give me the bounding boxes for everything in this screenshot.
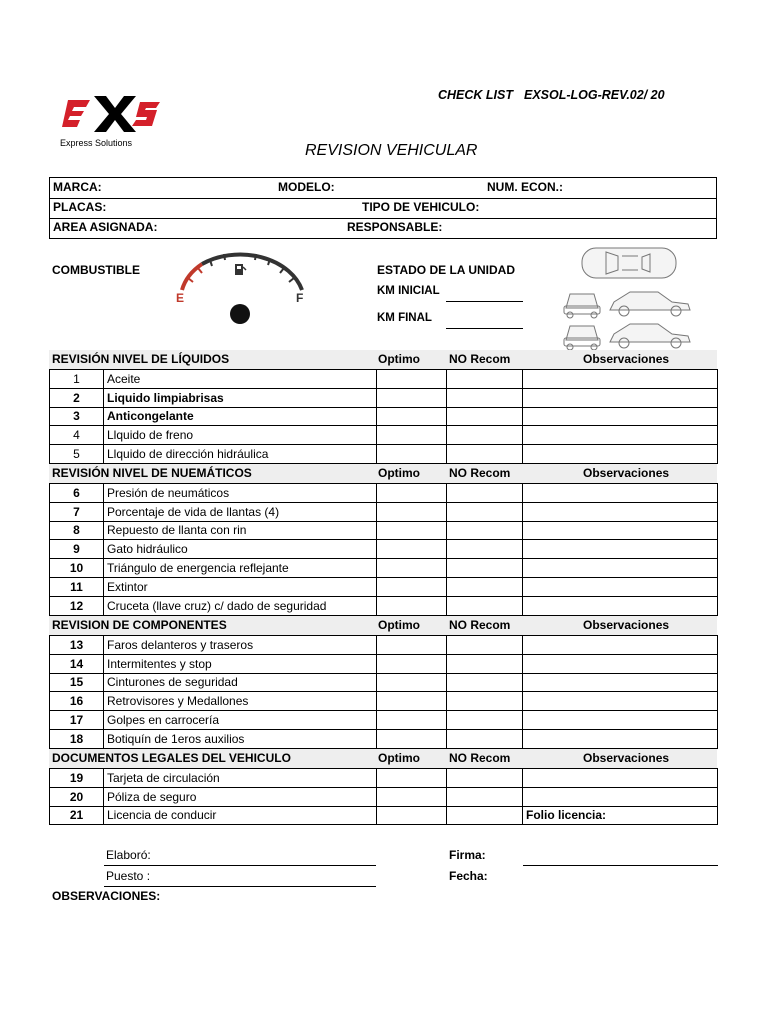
table-row [50,445,718,464]
tipo-vehiculo-label: TIPO DE VEHICULO: [362,200,480,214]
item-label: Botiquín de 1eros auxilios [104,729,377,748]
no-recom-cell[interactable] [447,769,523,788]
puesto-label: Puesto : [106,869,151,883]
observaciones-cell[interactable] [523,654,718,673]
checklist-table [49,483,718,616]
vehicle-info-box [49,177,717,239]
item-label: Cinturones de seguridad [104,673,377,692]
no-recom-cell[interactable] [447,711,523,730]
item-label: Presión de neumáticos [104,484,377,503]
section-title: REVISIÓN NIVEL DE LÍQUIDOS [52,352,230,366]
no-recom-column-header: NO Recom [449,618,511,632]
item-number: 20 [50,787,104,806]
section-title: REVISION DE COMPONENTES [52,618,227,632]
observaciones-cell[interactable] [523,426,718,445]
fuel-empty-mark: E [176,291,185,305]
modelo-label: MODELO: [278,180,335,194]
section-header [49,350,717,369]
observaciones-cell[interactable] [523,445,718,464]
optimo-cell[interactable] [377,673,447,692]
num-econ-label: NUM. ECON.: [487,180,563,194]
no-recom-cell[interactable] [447,388,523,407]
item-label: Licencia de conducir [104,806,377,825]
item-number: 3 [50,407,104,426]
table-row [50,636,718,655]
no-recom-cell[interactable] [447,559,523,578]
optimo-cell[interactable] [377,388,447,407]
table-row [50,484,718,503]
item-label: Póliza de seguro [104,787,377,806]
section-title: DOCUMENTOS LEGALES DEL VEHICULO [52,751,291,765]
item-number: 12 [50,596,104,615]
table-row [50,769,718,788]
item-number: 18 [50,729,104,748]
table-row [50,729,718,748]
table-row [50,787,718,806]
table-row [50,388,718,407]
placas-label: PLACAS: [53,200,107,214]
table-row [50,559,718,578]
item-label: Extintor [104,577,377,596]
item-number: 11 [50,577,104,596]
item-number: 19 [50,769,104,788]
item-label: Intermitentes y stop [104,654,377,673]
no-recom-cell[interactable] [447,787,523,806]
item-label: Cruceta (llave cruz) c/ dado de seguridad [104,596,377,615]
observaciones-cell[interactable] [523,673,718,692]
estado-unidad-label: ESTADO DE LA UNIDAD [377,263,515,277]
optimo-column-header: Optimo [378,618,420,632]
item-label: Triángulo de energencia reflejante [104,559,377,578]
observaciones-cell[interactable] [523,559,718,578]
km-inicial-field[interactable] [446,301,523,302]
no-recom-cell[interactable] [447,484,523,503]
no-recom-cell[interactable] [447,596,523,615]
table-row [50,426,718,445]
section-header [49,464,717,483]
table-row [50,577,718,596]
area-asignada-label: AREA ASIGNADA: [53,220,158,234]
no-recom-cell[interactable] [447,370,523,389]
item-label: Llquido de dirección hidráulica [104,445,377,464]
company-logo [60,92,170,154]
item-number: 8 [50,521,104,540]
km-final-field[interactable] [446,328,523,329]
marca-label: MARCA: [53,180,102,194]
table-row [50,521,718,540]
observaciones-cell[interactable] [523,692,718,711]
observaciones-cell[interactable] [523,370,718,389]
no-recom-cell[interactable] [447,445,523,464]
item-number: 7 [50,502,104,521]
item-label: Golpes en carrocería [104,711,377,730]
no-recom-cell[interactable] [447,540,523,559]
observaciones-cell[interactable] [523,711,718,730]
observaciones-cell[interactable] [523,787,718,806]
observaciones-cell[interactable]: Folio licencia: [523,806,718,825]
fuel-full-mark: F [296,291,304,305]
observaciones-cell[interactable] [523,729,718,748]
table-row [50,370,718,389]
optimo-cell[interactable] [377,787,447,806]
section-header [49,616,717,635]
firma-label: Firma: [449,848,486,862]
observaciones-cell[interactable] [523,388,718,407]
item-number: 15 [50,673,104,692]
responsable-label: RESPONSABLE: [347,220,443,234]
optimo-cell[interactable] [377,769,447,788]
optimo-cell[interactable] [377,426,447,445]
item-number: 17 [50,711,104,730]
item-label: Repuesto de llanta con rin [104,521,377,540]
elaboro-field[interactable] [104,865,376,866]
checklist-table [49,369,718,464]
optimo-cell[interactable] [377,370,447,389]
optimo-cell[interactable] [377,596,447,615]
observaciones-cell[interactable] [523,484,718,503]
no-recom-cell[interactable] [447,577,523,596]
item-number: 9 [50,540,104,559]
no-recom-cell[interactable] [447,729,523,748]
optimo-cell[interactable] [377,484,447,503]
checklist-label: CHECK LIST [438,88,513,102]
puesto-field[interactable] [104,886,376,887]
observaciones-cell[interactable] [523,769,718,788]
optimo-cell[interactable] [377,729,447,748]
optimo-cell[interactable] [377,577,447,596]
document-title: REVISION VEHICULAR [305,142,478,159]
item-label: Gato hidráulico [104,540,377,559]
no-recom-cell[interactable] [447,636,523,655]
table-row [50,692,718,711]
checklist-table [49,768,718,825]
checklist-table [49,635,718,749]
logo-text: Express Solutions [60,138,133,148]
item-number: 4 [50,426,104,445]
item-label: Liquido limpiabrisas [104,388,377,407]
no-recom-cell[interactable] [447,521,523,540]
item-number: 13 [50,636,104,655]
optimo-cell[interactable] [377,521,447,540]
item-number: 1 [50,370,104,389]
item-number: 6 [50,484,104,503]
observaciones-cell[interactable] [523,407,718,426]
section-header [49,749,717,768]
item-number: 2 [50,388,104,407]
item-number: 14 [50,654,104,673]
car-diagram-icon [560,244,695,352]
observaciones-label: OBSERVACIONES: [52,889,161,903]
observaciones-column-header: Observaciones [583,618,670,632]
optimo-cell[interactable] [377,540,447,559]
no-recom-cell[interactable] [447,654,523,673]
observaciones-cell[interactable] [523,502,718,521]
table-row [50,673,718,692]
km-final-label: KM FINAL [377,312,432,324]
optimo-column-header: Optimo [378,352,420,366]
optimo-column-header: Optimo [378,466,420,480]
optimo-cell[interactable] [377,445,447,464]
item-label: Retrovisores y Medallones [104,692,377,711]
item-label: Tarjeta de circulación [104,769,377,788]
table-row [50,654,718,673]
observaciones-column-header: Observaciones [583,352,670,366]
item-number: 16 [50,692,104,711]
optimo-cell[interactable] [377,502,447,521]
info-row-3 [50,218,716,238]
elaboro-label: Elaboró: [106,848,151,862]
no-recom-column-header: NO Recom [449,352,511,366]
no-recom-cell[interactable] [447,426,523,445]
info-row-1 [50,178,716,199]
observaciones-column-header: Observaciones [583,751,670,765]
optimo-cell[interactable] [377,654,447,673]
item-label: Aceite [104,370,377,389]
optimo-cell[interactable] [377,407,447,426]
info-row-2 [50,198,716,219]
item-number: 21 [50,806,104,825]
no-recom-cell[interactable] [447,673,523,692]
fuel-gauge-icon [168,246,316,330]
table-row [50,407,718,426]
optimo-cell[interactable] [377,806,447,825]
item-number: 10 [50,559,104,578]
no-recom-cell[interactable] [447,407,523,426]
optimo-cell[interactable] [377,692,447,711]
optimo-cell[interactable] [377,636,447,655]
no-recom-cell[interactable] [447,692,523,711]
item-label: Anticongelante [104,407,377,426]
table-row [50,596,718,615]
optimo-cell[interactable] [377,711,447,730]
optimo-cell[interactable] [377,559,447,578]
combustible-label: COMBUSTIBLE [52,263,140,277]
item-number: 5 [50,445,104,464]
table-row [50,540,718,559]
no-recom-column-header: NO Recom [449,751,511,765]
observaciones-cell[interactable] [523,596,718,615]
item-label: Porcentaje de vida de llantas (4) [104,502,377,521]
firma-field[interactable] [523,865,718,866]
section-title: REVISIÓN NIVEL DE NUEMÁTICOS [52,466,252,480]
no-recom-cell[interactable] [447,502,523,521]
optimo-column-header: Optimo [378,751,420,765]
km-inicial-label: KM INICIAL [377,285,440,297]
observaciones-cell[interactable] [523,636,718,655]
observaciones-cell[interactable] [523,540,718,559]
no-recom-column-header: NO Recom [449,466,511,480]
document-code: EXSOL-LOG-REV.02/ 20 [524,88,665,102]
observaciones-column-header: Observaciones [583,466,670,480]
observaciones-cell[interactable] [523,577,718,596]
table-row [50,711,718,730]
no-recom-cell[interactable] [447,806,523,825]
fecha-label: Fecha: [449,869,488,883]
observaciones-cell[interactable] [523,521,718,540]
table-row [50,502,718,521]
table-row [50,806,718,825]
item-label: Faros delanteros y traseros [104,636,377,655]
item-label: Llquido de freno [104,426,377,445]
